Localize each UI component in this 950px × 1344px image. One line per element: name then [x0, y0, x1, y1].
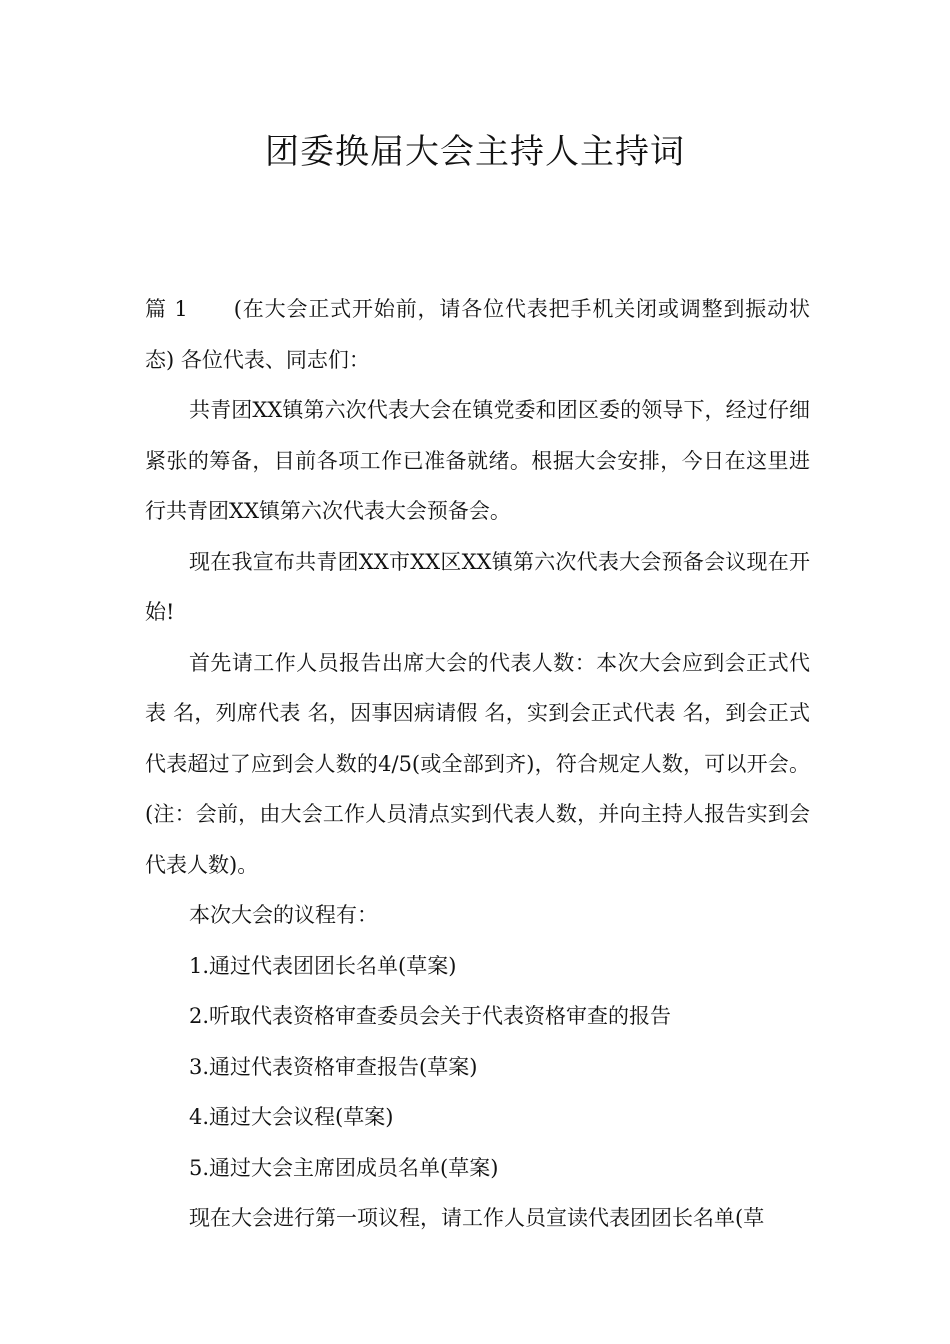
- intro-text: (在大会正式开始前，请各位代表把手机关闭或调整到振动状态) 各位代表、同志们：: [145, 297, 810, 372]
- document-title: 团委换届大会主持人主持词: [265, 132, 685, 172]
- intro-paragraph: [145, 284, 810, 385]
- agenda-item-4: 4.通过大会议程(草案): [189, 1105, 394, 1129]
- agenda-item-1: 1.通过代表团团长名单(草案): [189, 953, 457, 978]
- agenda-item-5: 5.通过大会主席团成员名单(草案): [189, 1155, 499, 1180]
- paragraph-1: 共青团XX镇第六次代表大会在镇党委和团区委的领导下，经过仔细紧张的筹备，目前各项工作已准备就绪。根据大会安排，今日在这里进行共青团XX镇第六次代表大会预备会。: [145, 398, 810, 523]
- paragraph-4: 现在大会进行第一项议程，请工作人员宣读代表团团长名单(草: [189, 1206, 765, 1230]
- agenda-heading: 本次大会的议程有：: [189, 903, 378, 927]
- agenda-item-2: 2.听取代表资格审查委员会关于代表资格审查的报告: [189, 1004, 672, 1028]
- document-body: [145, 284, 810, 1244]
- paragraph-3: 首先请工作人员报告出席大会的代表人数：本次大会应到会正式代表 名，列席代表 名，因事因病请假 名，实到会正式代表 名，到会正式代表超过了应到会人数的4/5(或全部到齐)，符合规定人数，可以开会。(注：会前，由大会工作人员清点实到代表人数，并向主持人报告实到会代表人数)。: [145, 650, 810, 877]
- section-label: 篇 1: [145, 297, 188, 321]
- agenda-item-3: 3.通过代表资格审查报告(草案): [189, 1054, 478, 1079]
- paragraph-2: 现在我宣布共青团XX市XX区XX镇第六次代表大会预备会议现在开始!: [145, 549, 810, 624]
